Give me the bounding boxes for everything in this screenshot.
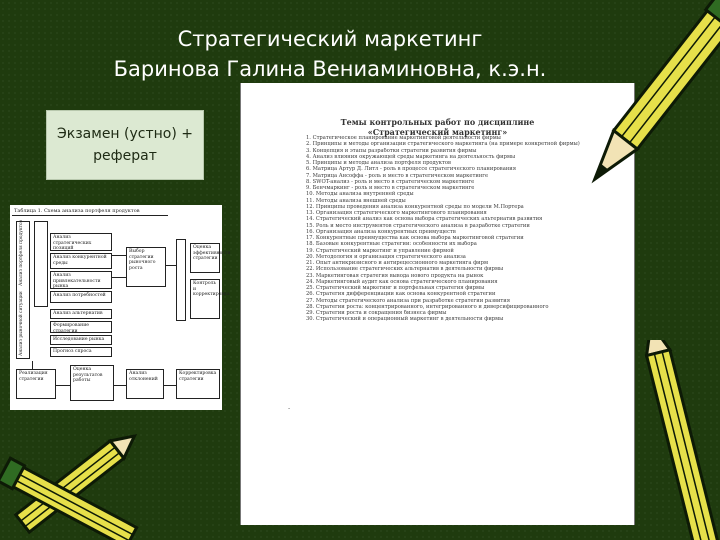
scheme-arrow-2 (112, 277, 126, 278)
document-title-2: «Стратегический маркетинг» (367, 127, 508, 137)
topic-item: 20. Методология и организация стратегического анализа (306, 253, 466, 260)
scheme-bottom-1: Реализация стратегии (16, 369, 56, 399)
topic-item: 18. Базовые конкурентные стратегии: особенности их выбора (306, 241, 477, 248)
scheme-box-7: Исследование рынка (50, 335, 112, 345)
scheme-box-6: Формирование стратегии (50, 321, 112, 333)
pencil-bottom-right-icon (640, 340, 720, 540)
topic-item: 23. Маркетинговая стратегия вывода нового продукта на рынок (306, 272, 484, 279)
topic-item: 24. Маркетинговый аудит как основа стратегического планирования (306, 278, 498, 285)
exam-line-2: реферат (93, 148, 157, 164)
topic-item: 4. Анализ влияния окружающей среды маркетинга на деятельность фирмы (306, 153, 516, 160)
topic-item: 10. Методы анализа внутренней среды (306, 191, 414, 198)
scheme-box-3: Анализ привлекательности рынка (50, 271, 112, 289)
topic-item: 22. Использование стратегических альтернатив в деятельности фирмы (306, 266, 504, 273)
scheme-arrow-3 (166, 265, 176, 266)
topic-item: 6. Матрица Артур Д. Литл - роль в процессе стратегического планирования (306, 166, 516, 173)
topic-item: 13. Организация стратегического маркетингового планирования (306, 210, 487, 216)
exam-line-1: Экзамен (устно) + (57, 126, 193, 142)
topic-item: 26. Стратегия дифференциации как основа конкурентной стратегии (306, 291, 496, 298)
slide-title (80, 24, 580, 84)
topic-item: 12. Принципы проведения анализа конкурентной среды по модели М.Портера (306, 203, 524, 210)
scheme-box-1: Анализ стратегических позиций (50, 233, 112, 251)
scheme-right-frame (176, 239, 186, 321)
title-line-1: Стратегический маркетинг (177, 27, 483, 51)
scheme-arrow-6 (114, 385, 126, 386)
title-line-2: Баринова Галина Вениаминовна, к.э.н. (113, 57, 547, 81)
scheme-arrow-1 (112, 255, 126, 256)
topic-item: 16. Организация анализа конкурентных преимуществ (306, 228, 456, 235)
topic-item: 9. Бенчмаркинг - роль и место в стратегическом маркетинге (306, 185, 475, 191)
topic-item: 19. Стратегический маркетинг и управление фирмой (306, 247, 454, 254)
scheme-left-label-top: Анализ портфеля продуктов (19, 219, 24, 286)
scheme-bottom-2: Оценка результатов работы (70, 365, 114, 401)
topic-item: 21. Опыт антикризисного и антирецессионного маркетинга фирм (306, 260, 488, 266)
topic-item: 30. Стратегический и операционный маркетинг в деятельности фирмы (306, 316, 504, 323)
topic-item: 25. Стратегический маркетинг и портфельная стратегия фирмы (306, 285, 485, 291)
scan-edge-left (240, 83, 241, 525)
topic-item: 28. Стратегии роста: концентрированного, интегрированного и диверсифицированного (306, 303, 549, 310)
scheme-left-frame-2 (34, 221, 48, 307)
scheme-box-right-2: Контроль и корректировка (190, 279, 220, 319)
topic-item: 17. Конкурентные преимущества как основа выбора маркетинговой стратегии (306, 235, 524, 241)
document-title-1: Темы контрольных работ по дисциплине (340, 117, 535, 127)
scheme-arrow-4 (32, 361, 33, 369)
scheme-left-frame (16, 221, 30, 359)
topic-item: 8. SWOT-анализ - роль и место в стратегическом маркетинге (306, 178, 475, 185)
scheme-box-8: Прогноз спроса (50, 347, 112, 357)
scheme-bottom-4: Корректировка стратегии (176, 369, 220, 399)
scheme-box-4: Анализ потребностей (50, 291, 112, 303)
scheme-box-right-1: Оценка эффективности стратегии (190, 243, 220, 273)
portfolio-scheme (10, 205, 231, 410)
topic-item: 27. Методы стратегического анализа при разработке стратегии развития (306, 297, 511, 304)
scheme-box-2: Анализ конкурентной среды (50, 253, 112, 269)
topic-item: 1. Стратегическое планирование маркетинговой деятельности фирмы (306, 135, 501, 141)
topics-document (240, 83, 635, 525)
scheme-bottom-3: Анализ отклонений (126, 369, 164, 399)
topic-item: 3. Концепция и этапы разработки стратегии развития фирмы (306, 147, 477, 154)
topic-item: 11. Методы анализа внешней среды (306, 197, 406, 204)
exam-note (46, 110, 204, 180)
pencil-top-right-icon (588, 0, 720, 210)
scheme-arrow-5 (56, 385, 70, 386)
scheme-box-mid: Выбор стратегии рыночного роста (126, 247, 166, 287)
topic-item: 5. Принципы и методы анализа портфеля продуктов (306, 160, 451, 166)
topic-item: 2. Принципы и методы организации стратегического маркетинга (на примере конкретной фирмы) (306, 141, 580, 148)
scheme-box-5: Анализ альтернатив (50, 309, 112, 319)
topic-item: 29. Стратегии роста и сокращения бизнеса фирмы (306, 310, 447, 316)
topic-item: 14. Стратегический анализ как основа выбора стратегических альтернатив развития (306, 216, 543, 223)
scheme-arrow-7 (164, 385, 176, 386)
crossed-pencils-icon (0, 430, 150, 540)
scheme-title: Таблица 1. Схема анализа портфеля продуктов (14, 208, 140, 214)
scheme-rule (12, 215, 168, 216)
page-mark: - (288, 405, 291, 412)
topic-item: 7. Матрица Ансоффа - роль и место в стратегическом маркетинге (306, 172, 489, 179)
topics-list (306, 135, 626, 323)
scheme-left-label-bottom: Анализ рыночной ситуации (19, 291, 24, 356)
topic-item: 15. Роль и место инструментов стратегического анализа в разработке стратегии (306, 222, 530, 229)
